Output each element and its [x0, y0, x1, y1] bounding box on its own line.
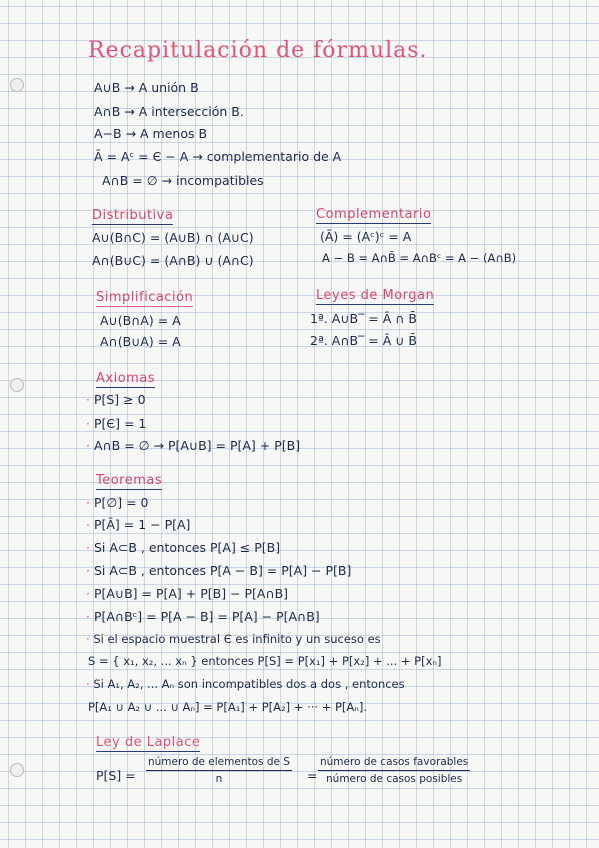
- fraction-numerator: número de casos favorables: [318, 756, 470, 771]
- section-heading-ley-de-laplace: Ley de Laplace: [96, 735, 201, 750]
- formula-line: A∩(B∪A) = A: [100, 334, 181, 349]
- theorem-line: P[A₁ ∪ A₂ ∪ ... ∪ Aₙ] = P[A₁] + P[A₂] + ··· + P[Aₙ].: [88, 700, 367, 714]
- section-heading-simplificacion: Simplificación: [96, 290, 194, 305]
- theorem-line: · Si A₁, A₂, ... Aₙ son incompatibles dos a dos , entonces: [86, 677, 405, 691]
- fraction-denominator: número de casos posibles: [326, 773, 463, 785]
- formula-line: 2ª. A∩B‾ = Ā ∪ B̄: [310, 333, 417, 348]
- section-heading-axiomas: Axiomas: [96, 371, 156, 386]
- theorem-line: · P[Ā] = 1 − P[A]: [86, 517, 191, 532]
- fraction-denominator: n: [215, 773, 223, 785]
- definition-line: A−B → A menos B: [94, 126, 208, 141]
- theorem-line: · P[∅] = 0: [86, 495, 149, 510]
- section-heading-teoremas: Teoremas: [96, 473, 163, 488]
- laplace-equals: =: [307, 768, 318, 783]
- page-title: Recapitulación de fórmulas.: [88, 38, 428, 63]
- formula-line: A∪(B∩A) = A: [100, 313, 181, 328]
- theorem-line: · Si A⊂B , entonces P[A − B] = P[A] − P[B]: [86, 563, 352, 578]
- formula-line: 1ª. A∪B‾ = Ā ∩ B̄: [310, 311, 417, 326]
- definition-line: A∩B → A intersección B.: [94, 104, 244, 119]
- theorem-line: · Si el espacio muestral Є es infinito y un suceso es: [86, 632, 381, 646]
- axiom-line: · P[S] ≥ 0: [86, 392, 146, 407]
- theorem-line: S = { x₁, x₂, ... xₙ } entonces P[S] = P[x₁] + P[x₂] + ... + P[xₙ]: [88, 654, 442, 668]
- definition-line: Ā = Aᶜ = Є − A → complementario de A: [94, 149, 342, 164]
- binder-hole: [10, 763, 24, 777]
- binder-hole: [10, 378, 24, 392]
- formula-line: A − B = A∩B̄ = A∩Bᶜ = A − (A∩B): [322, 251, 517, 265]
- binder-hole: [10, 78, 24, 92]
- section-heading-distributiva: Distributiva: [92, 208, 174, 223]
- laplace-fraction-cases: [318, 756, 470, 785]
- definition-line: A∩B = ∅ → incompatibles: [102, 173, 264, 188]
- theorem-line: · P[A∪B] = P[A] + P[B] − P[A∩B]: [86, 586, 289, 601]
- theorem-line: · Si A⊂B , entonces P[A] ≤ P[B]: [86, 540, 281, 555]
- fraction-numerator: número de elementos de S: [146, 756, 292, 771]
- theorem-line: · P[A∩Bᶜ] = P[A − B] = P[A] − P[A∩B]: [86, 609, 320, 624]
- axiom-line: · P[Є] = 1: [86, 416, 147, 431]
- definition-line: A∪B → A unión B: [94, 80, 199, 95]
- formula-line: A∪(B∩C) = (A∪B) ∩ (A∪C): [92, 230, 254, 245]
- laplace-lhs: P[S] =: [96, 768, 136, 783]
- laplace-fraction-elements: [146, 756, 292, 785]
- section-heading-leyes-de-morgan: Leyes de Morgan: [316, 288, 435, 303]
- axiom-line: · A∩B = ∅ → P[A∪B] = P[A] + P[B]: [86, 438, 301, 453]
- formula-line: (Ā) = (Aᶜ)ᶜ = A: [320, 229, 412, 244]
- section-heading-complementario: Complementario: [316, 207, 432, 222]
- formula-line: A∩(B∪C) = (A∩B) ∪ (A∩C): [92, 253, 254, 268]
